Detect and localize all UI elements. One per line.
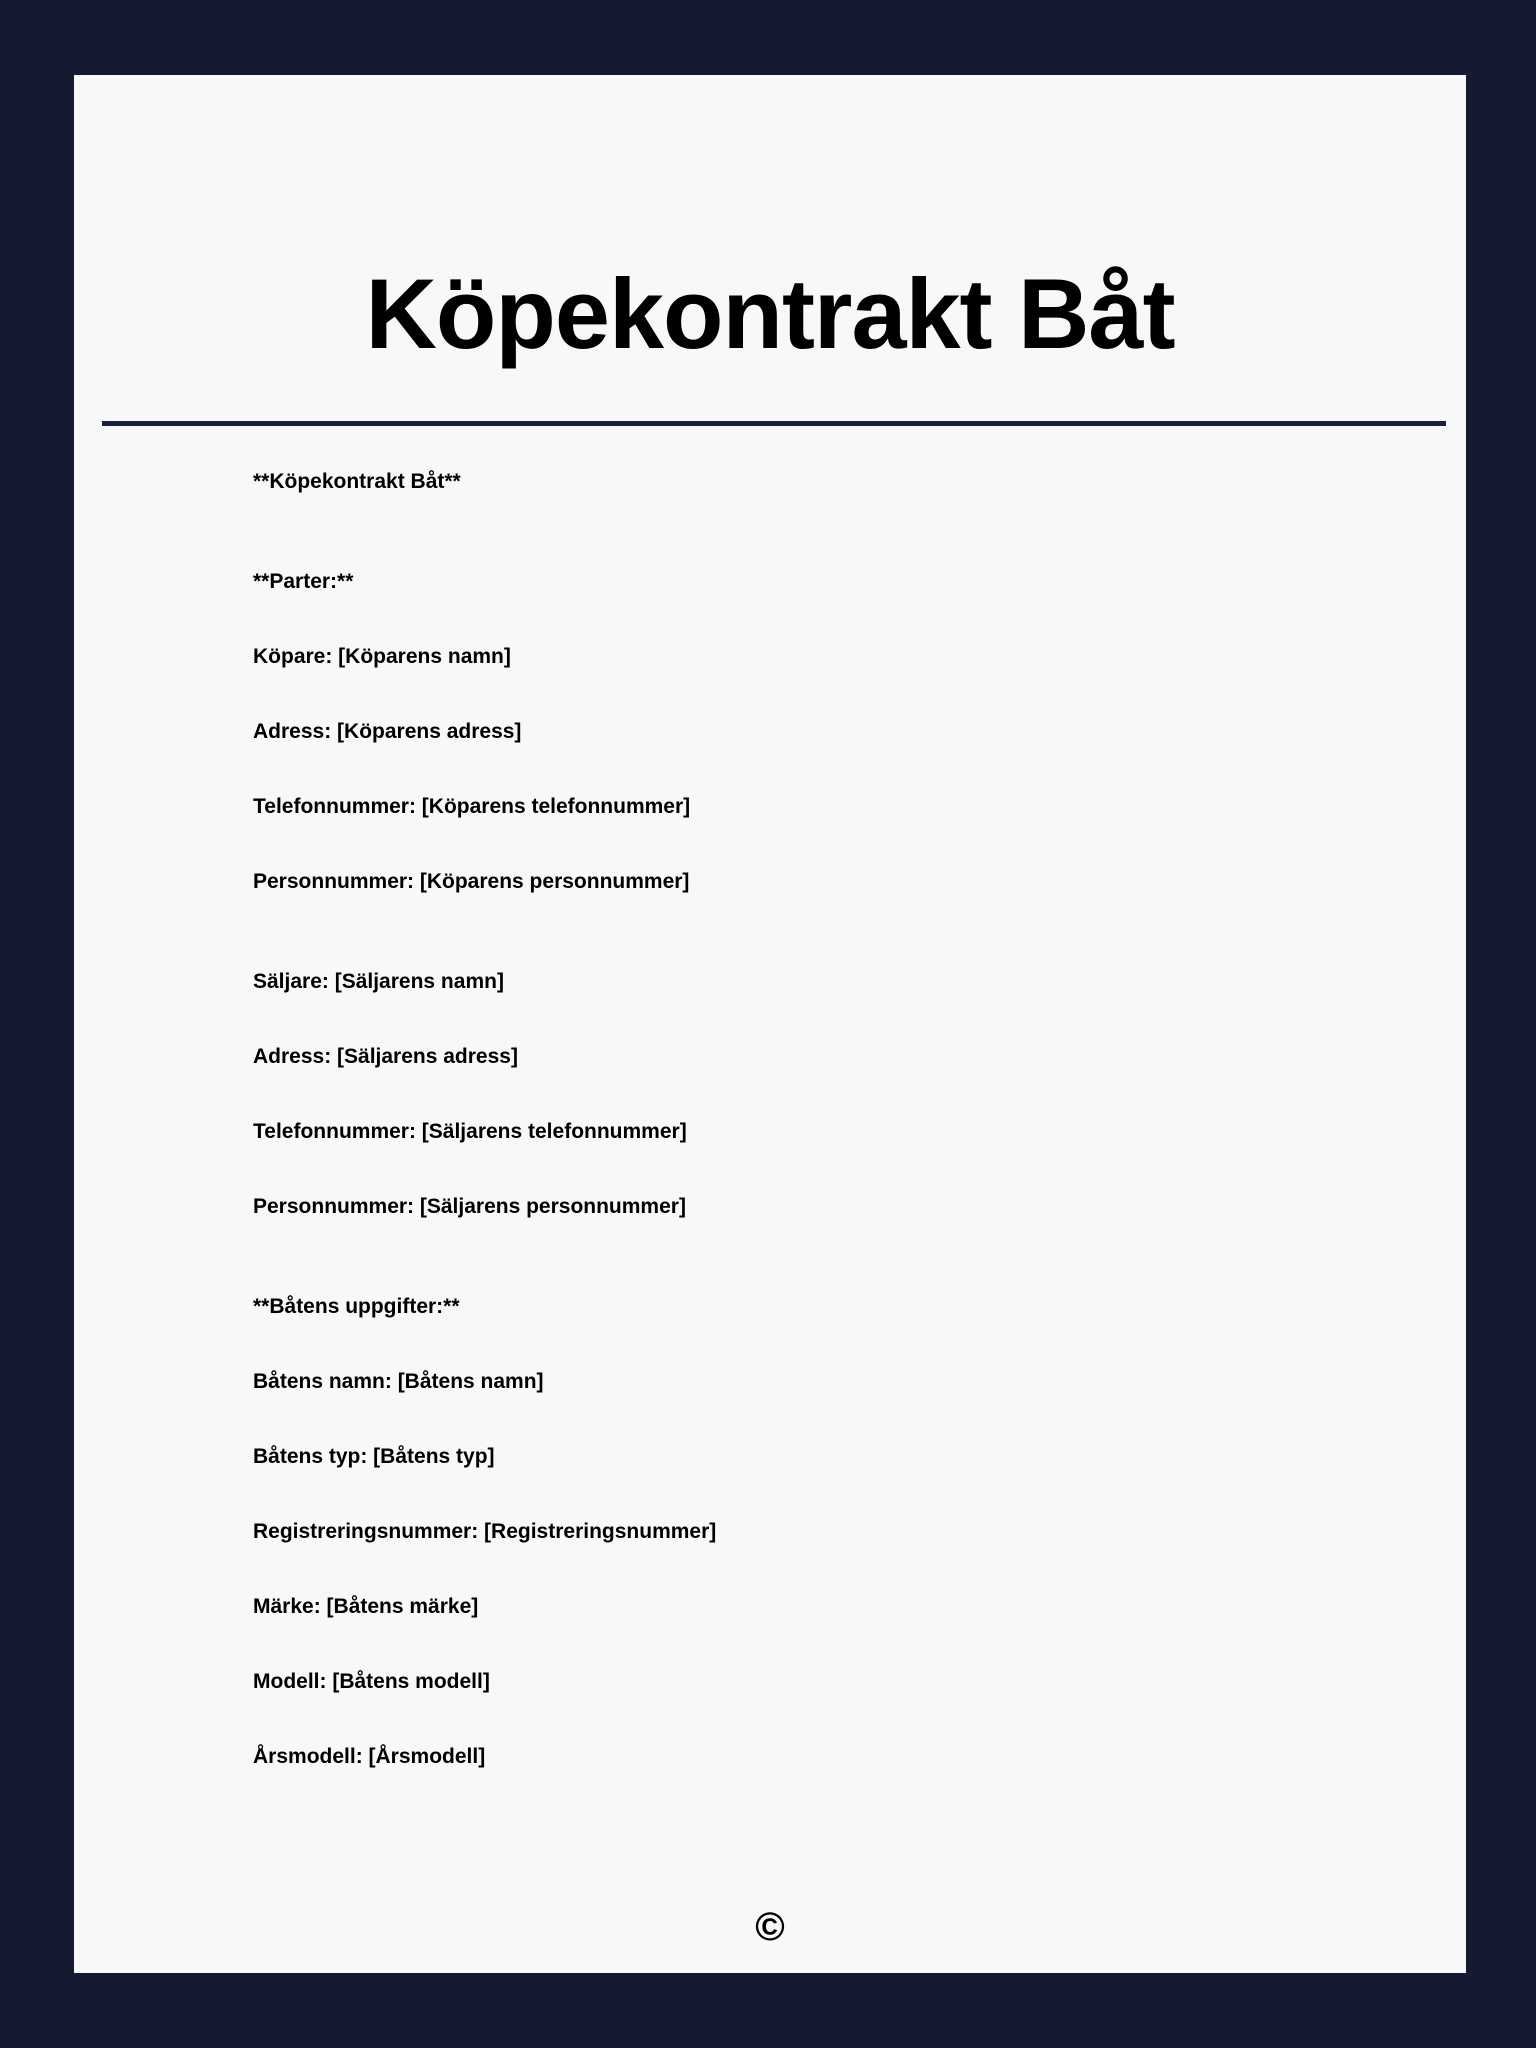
contract-line-boat-year: Årsmodell: [Årsmodell] [253, 1745, 486, 1768]
contract-line-buyer-personal-number: Personnummer: [Köparens personnummer] [253, 870, 690, 893]
contract-line-boat-type: Båtens typ: [Båtens typ] [253, 1445, 495, 1468]
contract-line-parties-heading: **Parter:** [253, 570, 354, 593]
document-page [74, 75, 1466, 1973]
contract-line-boat-brand: Märke: [Båtens märke] [253, 1595, 479, 1618]
contract-line-boat-details-heading: **Båtens uppgifter:** [253, 1295, 460, 1318]
contract-line-seller-name: Säljare: [Säljarens namn] [253, 970, 504, 993]
contract-line-buyer-phone: Telefonnummer: [Köparens telefonnummer] [253, 795, 691, 818]
title-divider [102, 421, 1446, 426]
contract-line-buyer-name: Köpare: [Köparens namn] [253, 645, 511, 668]
page-title: Köpekontrakt Båt [365, 258, 1175, 369]
contract-line-seller-personal-number: Personnummer: [Säljarens personnummer] [253, 1195, 686, 1218]
contract-line-buyer-address: Adress: [Köparens adress] [253, 720, 522, 743]
contract-line-registration-number: Registreringsnummer: [Registreringsnummer] [253, 1520, 717, 1543]
contract-line-seller-address: Adress: [Säljarens adress] [253, 1045, 518, 1068]
copyright-icon: © [755, 1905, 785, 1949]
document-body [253, 469, 1466, 1770]
contract-line-boat-name: Båtens namn: [Båtens namn] [253, 1370, 544, 1393]
contract-line-boat-model: Modell: [Båtens modell] [253, 1670, 490, 1693]
contract-line-seller-phone: Telefonnummer: [Säljarens telefonnummer] [253, 1120, 687, 1143]
contract-line-heading: **Köpekontrakt Båt** [253, 470, 461, 493]
